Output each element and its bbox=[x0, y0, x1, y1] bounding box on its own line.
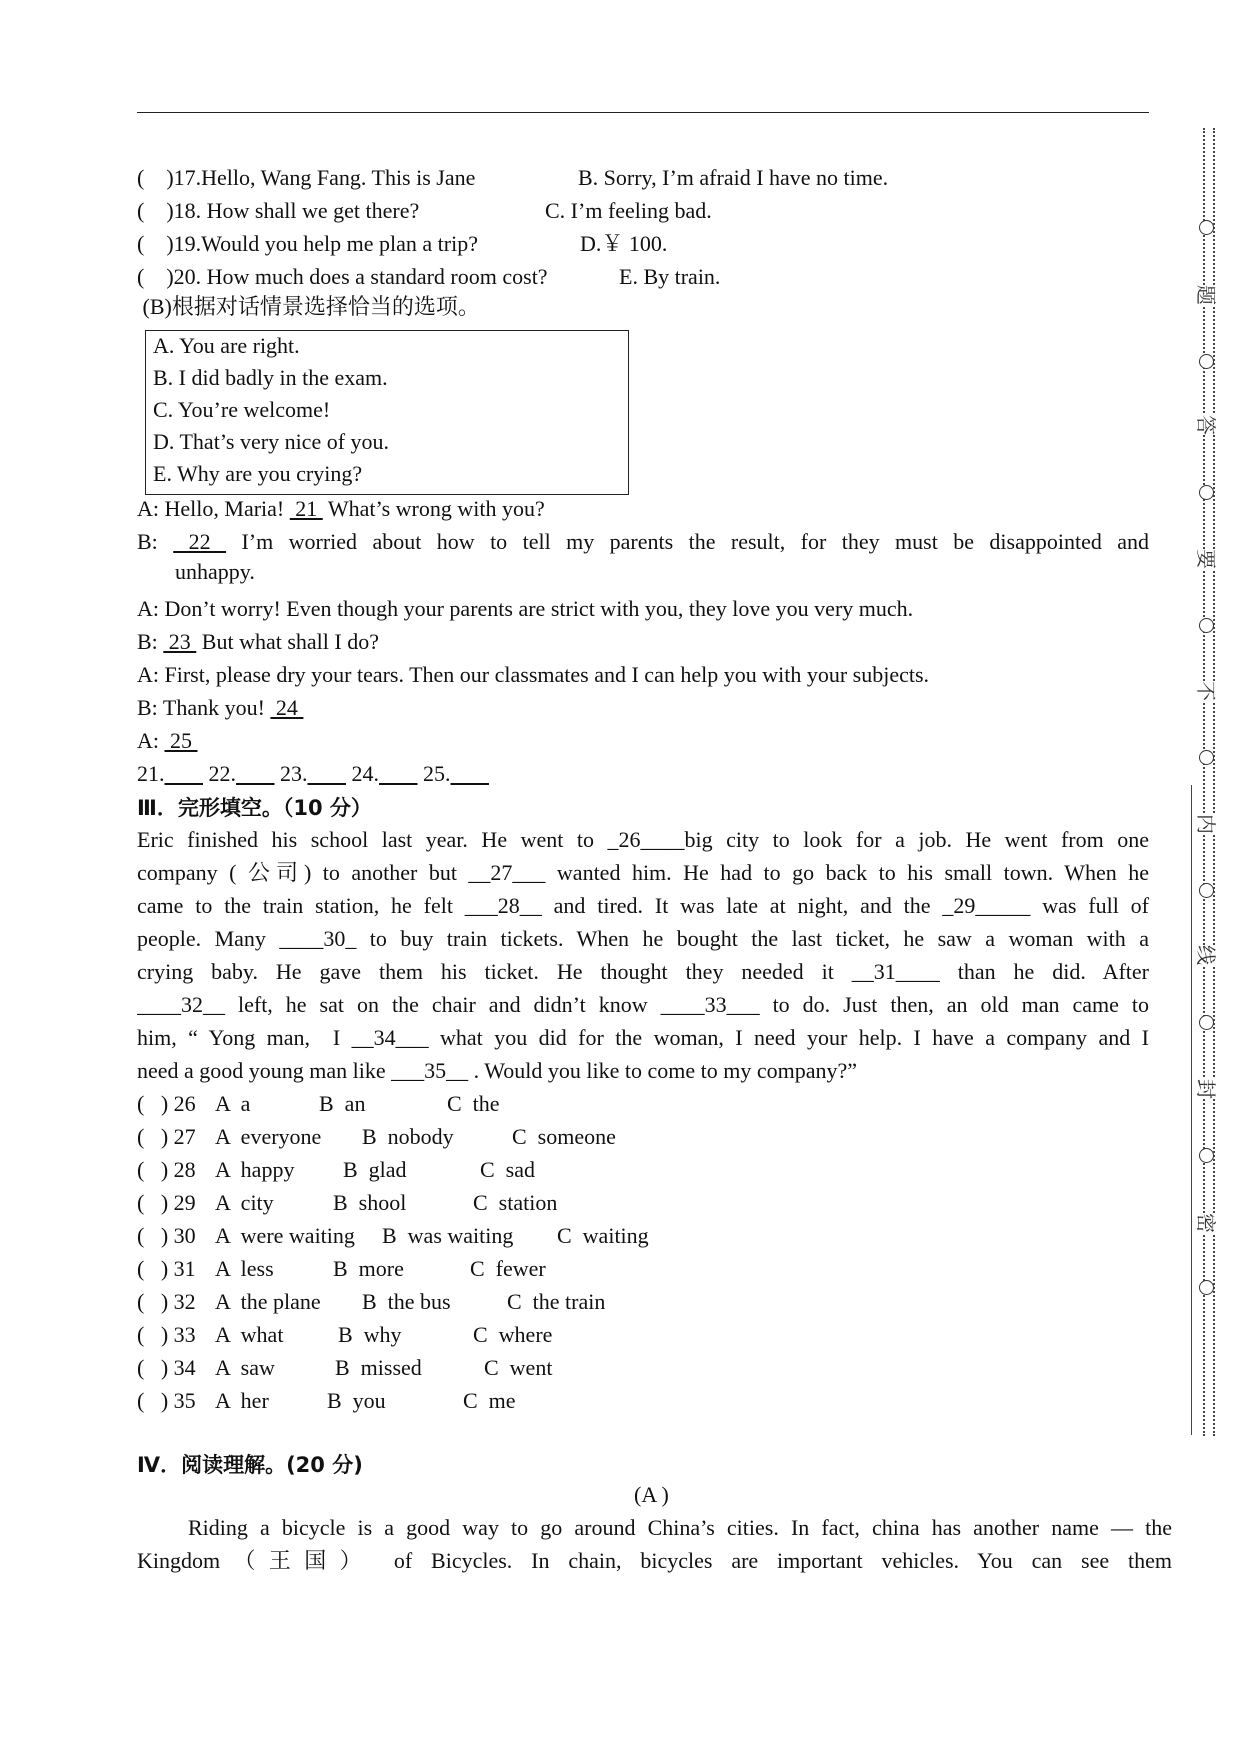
choice-c: C sad bbox=[480, 1157, 535, 1182]
choice-a: A city bbox=[215, 1190, 274, 1215]
dotted-rule bbox=[1203, 128, 1205, 1436]
cloze-line-6: ____32__ left, he sat on the chair and didn’t know ____33___ to do. Just then, an old man came to bbox=[137, 992, 1149, 1017]
cloze-line-5: crying baby. He gave them his ticket. He thought they needed it __31____ than he did. After bbox=[137, 959, 1149, 984]
circle-mark bbox=[1199, 220, 1214, 235]
question-number: ( ) 29 bbox=[137, 1190, 196, 1215]
question-number: ( ) 33 bbox=[137, 1322, 196, 1347]
circle-mark bbox=[1199, 485, 1214, 500]
match-item-17: ( )17.Hello, Wang Fang. This is Jane bbox=[137, 165, 476, 190]
passage-line-1: Riding a bicycle is a good way to go around China’s cities. In fact, china has another name — the bbox=[188, 1515, 1172, 1540]
match-option-d: D.￥ 100. bbox=[580, 231, 668, 256]
choice-a: A everyone bbox=[215, 1124, 322, 1149]
dialogue-line-3: A: Don’t worry! Even though your parents are strict with you, they love you very much. bbox=[137, 596, 914, 621]
circle-mark bbox=[1199, 1015, 1214, 1030]
circle-mark bbox=[1199, 618, 1214, 633]
match-item-19: ( )19.Would you help me plan a trip? bbox=[137, 231, 478, 256]
choice-a: A were waiting bbox=[215, 1223, 355, 1248]
cloze-line-4: people. Many ____30_ to buy train tickets. When he bought the last ticket, he saw a woman with a bbox=[137, 926, 1149, 951]
passage-line-2: Kingdom（王国） of Bicycles. In chain, bicycles are important vehicles. You can see them bbox=[137, 1548, 1172, 1573]
match-option-c: C. I’m feeling bad. bbox=[545, 198, 712, 223]
choice-b: B you bbox=[327, 1388, 386, 1413]
circle-mark bbox=[1199, 750, 1214, 765]
margin-char: 线 bbox=[1194, 945, 1218, 965]
question-number: ( ) 30 bbox=[137, 1223, 196, 1248]
choice-c: C the bbox=[447, 1091, 500, 1116]
question-number: ( ) 28 bbox=[137, 1157, 196, 1182]
passage-label: (A ) bbox=[634, 1482, 669, 1507]
dotted-rule bbox=[1213, 128, 1215, 1436]
choice-c: C went bbox=[484, 1355, 553, 1380]
match-item-18: ( )18. How shall we get there? bbox=[137, 198, 420, 223]
choice-b: B nobody bbox=[362, 1124, 454, 1149]
choice-a: A her bbox=[215, 1388, 269, 1413]
choice-b: B more bbox=[333, 1256, 404, 1281]
dialogue-line-1: A: Hello, Maria! 21 What’s wrong with you? bbox=[137, 496, 545, 521]
choice-c: C where bbox=[473, 1322, 553, 1347]
solid-rule bbox=[1191, 785, 1192, 1435]
choice-c: C me bbox=[463, 1388, 516, 1413]
choice-b: B glad bbox=[343, 1157, 407, 1182]
match-option-b: B. Sorry, I’m afraid I have no time. bbox=[578, 165, 889, 190]
cloze-line-3: came to the train station, he felt ___28__ and tired. It was late at night, and the _29_____ was full of bbox=[137, 893, 1149, 918]
option-b: B. I did badly in the exam. bbox=[153, 365, 388, 390]
dialogue-line-2-cont: unhappy. bbox=[175, 559, 255, 584]
part-b-title: (B)根据对话情景选择恰当的选项。 bbox=[137, 294, 480, 319]
question-number: ( ) 26 bbox=[137, 1091, 196, 1116]
choice-b: B shool bbox=[333, 1190, 407, 1215]
choice-b: B was waiting bbox=[382, 1223, 514, 1248]
choice-a: A a bbox=[215, 1091, 251, 1116]
question-number: ( ) 27 bbox=[137, 1124, 196, 1149]
match-item-20: ( )20. How much does a standard room cost? bbox=[137, 264, 548, 289]
header-rule bbox=[137, 112, 1149, 113]
choice-a: A less bbox=[215, 1256, 274, 1281]
circle-mark bbox=[1199, 354, 1214, 369]
cloze-line-2: company ( 公司) to another but __27___ wanted him. He had to go back to his small town. When he bbox=[137, 860, 1149, 885]
margin-char: 密 bbox=[1194, 1213, 1218, 1233]
dialogue-line-2: B: 22 I’m worried about how to tell my parents the result, for they must be disappointed and bbox=[137, 529, 1149, 554]
cloze-line-1: Eric finished his school last year. He went to _26____big city to look for a job. He went from one bbox=[137, 827, 1149, 852]
question-number: ( ) 32 bbox=[137, 1289, 196, 1314]
circle-mark bbox=[1199, 883, 1214, 898]
choice-c: C fewer bbox=[470, 1256, 546, 1281]
choice-a: A what bbox=[215, 1322, 284, 1347]
dialogue-line-5: A: First, please dry your tears. Then our classmates and I can help you with your subjects. bbox=[137, 662, 930, 687]
margin-char: 题 bbox=[1194, 285, 1218, 305]
choice-c: C someone bbox=[512, 1124, 616, 1149]
section-4-title: Ⅳ．阅读理解。(20 分) bbox=[137, 1453, 363, 1477]
question-number: ( ) 31 bbox=[137, 1256, 196, 1281]
question-number: ( ) 34 bbox=[137, 1355, 196, 1380]
options-box bbox=[145, 330, 629, 495]
margin-char: 答 bbox=[1194, 415, 1218, 435]
section-3-title: Ⅲ．完形填空。（10 分） bbox=[137, 796, 372, 820]
dialogue-line-6: B: Thank you! 24 bbox=[137, 695, 304, 720]
choice-a: A happy bbox=[215, 1157, 295, 1182]
choice-b: B missed bbox=[335, 1355, 422, 1380]
match-option-e: E. By train. bbox=[619, 264, 721, 289]
margin-char: 内 bbox=[1194, 814, 1218, 834]
option-c: C. You’re welcome! bbox=[153, 397, 331, 422]
choice-b: B the bus bbox=[362, 1289, 451, 1314]
question-number: ( ) 35 bbox=[137, 1388, 196, 1413]
option-a: A. You are right. bbox=[153, 333, 300, 358]
circle-mark bbox=[1199, 1148, 1214, 1163]
choice-a: A the plane bbox=[215, 1289, 321, 1314]
choice-c: C the train bbox=[507, 1289, 606, 1314]
choice-c: C waiting bbox=[557, 1223, 649, 1248]
cloze-line-8: need a good young man like ___35__ . Would you like to come to my company?” bbox=[137, 1058, 858, 1083]
choice-b: B why bbox=[338, 1322, 402, 1347]
choice-a: A saw bbox=[215, 1355, 275, 1380]
option-e: E. Why are you crying? bbox=[153, 461, 363, 486]
margin-char: 要 bbox=[1194, 549, 1218, 569]
answer-blanks: 21. 22. 23. 24. 25. bbox=[137, 761, 451, 786]
dialogue-line-4: B: 23 But what shall I do? bbox=[137, 629, 379, 654]
option-d: D. That’s very nice of you. bbox=[153, 429, 390, 454]
margin-char: 不 bbox=[1194, 681, 1218, 701]
cloze-line-7: him, “ Yong man, I __34___ what you did for the woman, I need your help. I have a company and I bbox=[137, 1025, 1149, 1050]
margin-char: 封 bbox=[1194, 1079, 1218, 1099]
dialogue-line-7: A: 25 bbox=[137, 728, 198, 753]
circle-mark bbox=[1199, 1280, 1214, 1295]
choice-b: B an bbox=[319, 1091, 366, 1116]
choice-c: C station bbox=[473, 1190, 558, 1215]
